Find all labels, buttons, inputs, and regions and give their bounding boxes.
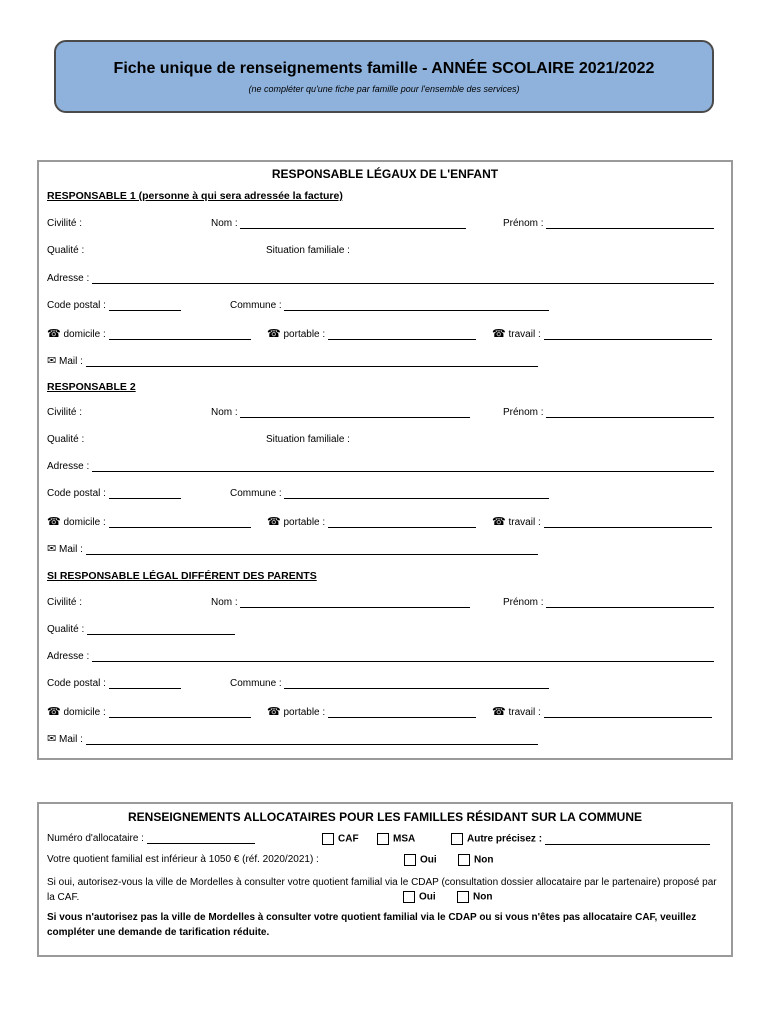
r3-portable-field[interactable] <box>328 707 476 718</box>
r3-qualite-field[interactable] <box>87 624 235 635</box>
r1-portable-label: portable : <box>283 329 326 340</box>
r2-prenom-field[interactable] <box>546 407 714 418</box>
phone-icon: ☎ <box>492 516 506 528</box>
consent-text: Si oui, autorisez-vous la ville de Mordelles à consulter votre quotient familial via le CDAP (consultation dossier allocataire par le partenaire) proposé par la CAF. <box>47 877 717 903</box>
r3-portable-label: portable : <box>283 707 326 718</box>
consent-oui-label: Oui <box>419 891 436 903</box>
consent-paragraph <box>47 875 721 905</box>
r2-nom-label: Nom : <box>211 407 238 418</box>
r2-adresse-field[interactable] <box>92 461 714 472</box>
responsable-2-title: RESPONSABLE 2 <box>47 381 136 393</box>
r1-travail-label: travail : <box>508 329 541 340</box>
quotient-non-checkbox[interactable] <box>458 854 470 866</box>
r1-domicile-label: domicile : <box>63 329 106 340</box>
autre-field[interactable] <box>545 834 710 845</box>
quotient-oui-label: Oui <box>420 854 437 866</box>
r1-situation-label: Situation familiale : <box>266 245 350 256</box>
autre-label: Autre précisez : <box>467 833 543 845</box>
autre-checkbox[interactable] <box>451 833 463 845</box>
quotient-label: Votre quotient familial est inférieur à 1050 € (réf. 2020/2021) : <box>47 854 319 865</box>
section-title-responsables: RESPONSABLE LÉGAUX DE L'ENFANT <box>271 167 499 181</box>
msa-checkbox[interactable] <box>377 833 389 845</box>
r1-travail-field[interactable] <box>544 329 712 340</box>
r1-prenom-label: Prénom : <box>503 218 544 229</box>
r2-nom-field[interactable] <box>240 407 470 418</box>
r1-cp-field[interactable] <box>109 300 181 311</box>
r3-qualite-label: Qualité : <box>47 624 85 635</box>
phone-icon: ☎ <box>492 706 506 718</box>
r3-commune-field[interactable] <box>284 678 549 689</box>
phone-icon: ☎ <box>267 706 281 718</box>
r1-identity-row <box>47 218 723 232</box>
r1-mail-label: Mail : <box>59 356 83 367</box>
msa-label: MSA <box>393 833 416 845</box>
quotient-oui-checkbox[interactable] <box>404 854 416 866</box>
responsable-autre-title: SI RESPONSABLE LÉGAL DIFFÉRENT DES PARENTS <box>47 570 317 582</box>
r2-prenom-label: Prénom : <box>503 407 544 418</box>
consent-non-checkbox[interactable] <box>457 891 469 903</box>
consent-choice-row <box>403 891 603 905</box>
r2-identity-row <box>47 407 723 421</box>
r1-adresse-row <box>47 273 723 287</box>
r2-qualite-row <box>47 434 723 448</box>
numero-allocataire-field[interactable] <box>147 833 255 844</box>
r2-travail-field[interactable] <box>544 517 712 528</box>
caf-label: CAF <box>338 833 359 845</box>
responsable-1-title: RESPONSABLE 1 (personne à qui sera adressée la facture) <box>47 190 343 202</box>
mail-icon: ✉ <box>47 355 57 367</box>
r2-phone-row <box>47 515 723 529</box>
form-subtitle: (ne compléter qu'une fiche par famille pour l'ensemble des services) <box>248 84 520 94</box>
r2-portable-field[interactable] <box>328 517 476 528</box>
r2-mail-row <box>47 542 723 556</box>
r1-civilite-label: Civilité : <box>47 218 83 229</box>
responsables-section <box>37 160 733 760</box>
r3-commune-label: Commune : <box>230 678 282 689</box>
r2-mail-label: Mail : <box>59 544 83 555</box>
r3-cp-field[interactable] <box>109 678 181 689</box>
r3-nom-label: Nom : <box>211 597 238 608</box>
r2-situation-label: Situation familiale : <box>266 434 350 445</box>
r3-phone-row <box>47 705 723 719</box>
r1-qualite-label: Qualité : <box>47 245 85 256</box>
r3-adresse-field[interactable] <box>92 651 714 662</box>
r2-qualite-label: Qualité : <box>47 434 85 445</box>
r3-cp-label: Code postal : <box>47 678 106 689</box>
r2-civilite-label: Civilité : <box>47 407 83 418</box>
quotient-non-label: Non <box>474 854 494 866</box>
r2-adresse-row <box>47 461 723 475</box>
allocataires-section <box>37 802 733 957</box>
r3-travail-label: travail : <box>508 707 541 718</box>
r3-travail-field[interactable] <box>544 707 712 718</box>
r3-mail-field[interactable] <box>86 734 538 745</box>
r3-mail-row <box>47 732 723 746</box>
r1-commune-label: Commune : <box>230 300 282 311</box>
r2-commune-field[interactable] <box>284 488 549 499</box>
r2-adresse-label: Adresse : <box>47 461 90 472</box>
r2-cp-field[interactable] <box>109 488 181 499</box>
phone-icon: ☎ <box>267 328 281 340</box>
r1-cp-row <box>47 300 723 314</box>
r3-prenom-field[interactable] <box>546 597 714 608</box>
allocataire-row <box>47 833 723 847</box>
r1-phone-row <box>47 327 723 341</box>
r2-cp-row <box>47 488 723 502</box>
r2-commune-label: Commune : <box>230 488 282 499</box>
r3-qualite-row <box>47 624 723 638</box>
r3-domicile-label: domicile : <box>63 707 106 718</box>
r1-portable-field[interactable] <box>328 329 476 340</box>
consent-oui-checkbox[interactable] <box>403 891 415 903</box>
note-text: Si vous n'autorisez pas la ville de Mordelles à consulter votre quotient familial via le CDAP ou si vous n'êtes pas allocataire CAF, veuillez compléter une demande de tarification réduite. <box>47 912 697 938</box>
form-title: Fiche unique de renseignements famille - ANNÉE SCOLAIRE 2021/2022 <box>113 60 655 77</box>
phone-icon: ☎ <box>47 706 61 718</box>
header-banner <box>54 40 714 113</box>
r3-adresse-label: Adresse : <box>47 651 90 662</box>
r3-cp-row <box>47 678 723 692</box>
r3-domicile-field[interactable] <box>109 707 251 718</box>
r1-commune-field[interactable] <box>284 300 549 311</box>
r3-mail-label: Mail : <box>59 734 83 745</box>
numero-allocataire-label: Numéro d'allocataire : <box>47 833 144 844</box>
r3-civilite-label: Civilité : <box>47 597 83 608</box>
r1-adresse-field[interactable] <box>92 273 714 284</box>
phone-icon: ☎ <box>47 516 61 528</box>
r1-cp-label: Code postal : <box>47 300 106 311</box>
r3-adresse-row <box>47 651 723 665</box>
section-title-allocataires: RENSEIGNEMENTS ALLOCATAIRES POUR LES FAMILLES RÉSIDANT SUR LA COMMUNE <box>127 810 642 824</box>
r2-cp-label: Code postal : <box>47 488 106 499</box>
consent-non-label: Non <box>473 891 493 903</box>
quotient-row <box>47 854 723 868</box>
r1-domicile-field[interactable] <box>109 329 251 340</box>
r2-domicile-field[interactable] <box>109 517 251 528</box>
note-paragraph <box>47 910 721 940</box>
r3-nom-field[interactable] <box>240 597 470 608</box>
r1-prenom-field[interactable] <box>546 218 714 229</box>
mail-icon: ✉ <box>47 543 57 555</box>
r1-adresse-label: Adresse : <box>47 273 90 284</box>
phone-icon: ☎ <box>47 328 61 340</box>
r3-prenom-label: Prénom : <box>503 597 544 608</box>
r1-qualite-row <box>47 245 723 259</box>
r1-mail-row <box>47 354 723 368</box>
phone-icon: ☎ <box>492 328 506 340</box>
r2-domicile-label: domicile : <box>63 517 106 528</box>
r2-portable-label: portable : <box>283 517 326 528</box>
mail-icon: ✉ <box>47 733 57 745</box>
r2-mail-field[interactable] <box>86 544 538 555</box>
r3-identity-row <box>47 597 723 611</box>
caf-checkbox[interactable] <box>322 833 334 845</box>
phone-icon: ☎ <box>267 516 281 528</box>
r1-nom-label: Nom : <box>211 218 238 229</box>
r1-mail-field[interactable] <box>86 356 538 367</box>
r1-nom-field[interactable] <box>240 218 466 229</box>
r2-travail-label: travail : <box>508 517 541 528</box>
